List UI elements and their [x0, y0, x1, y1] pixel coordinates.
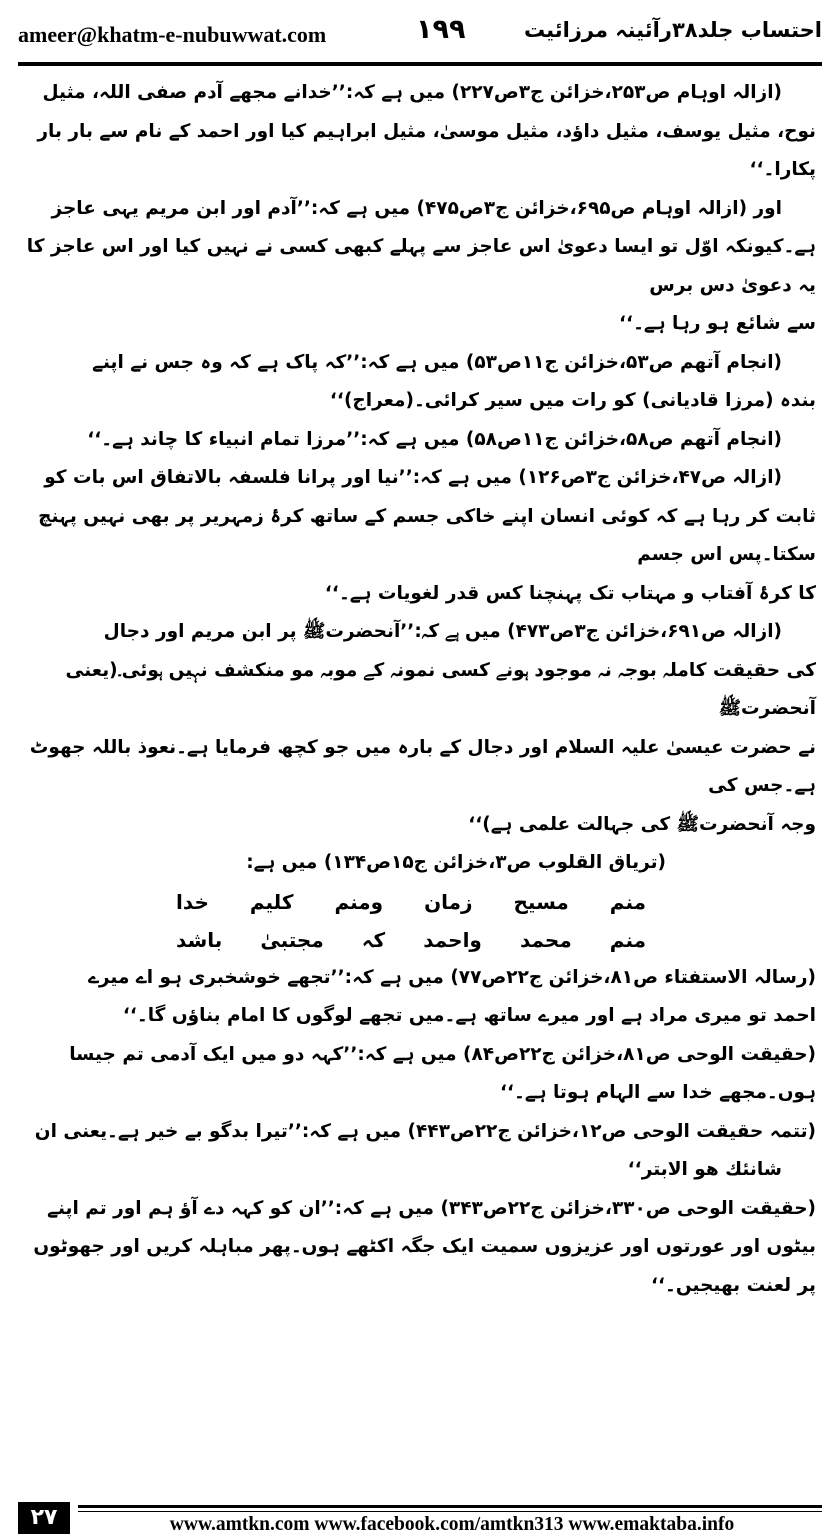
couplet-word: منم: [609, 889, 646, 914]
couplet-word: محمد: [519, 927, 572, 952]
couplet-line: [176, 883, 646, 921]
text-line: کا کرۂ آفتاب و مہتاب تک پہنچنا کس قدر لغویات ہے۔‘‘: [324, 582, 816, 604]
text-line: (تریاق القلوب ص۳،خزائن ج۱۵ص۱۳۴) میں ہے:: [246, 852, 666, 873]
couplet-word: واحمد: [423, 927, 482, 952]
text-line: (تتمہ حقیقت الوحی ص۱۲،خزائن ج۲۲ص۴۴۳) میں ہے کہ:’’تیرا بدگو بے خیر ہے۔یعنی ان: [34, 1120, 816, 1142]
text-line: احمد تو میری مراد ہے اور میرے ساتھ ہے۔میں تجھے لوگوں کا امام بناؤں گا۔‘‘: [122, 1005, 816, 1026]
couplet-line: [176, 921, 646, 959]
couplet-word: ومنم: [334, 889, 384, 914]
page-footer: [18, 1502, 822, 1534]
couplet-word: باشد: [176, 927, 223, 952]
header-book-title: احتساب جلد۳۸رآئینہ مرزائیت: [523, 18, 822, 42]
text-line: (ازالہ اوہام ص۲۵۳،خزائن ج۳ص۲۲۷) میں ہے کہ:’’خدانے مجھے آدم صفی اللہ، مثیل: [42, 82, 782, 103]
couplet-word: کہ: [361, 927, 386, 952]
text-line: ہوں۔مجھے خدا سے الہام ہوتا ہے۔‘‘: [499, 1082, 816, 1103]
page-header: [18, 14, 822, 54]
footer-rule: [78, 1505, 822, 1508]
couplet-word: مجتبیٰ: [260, 927, 324, 952]
text-line: کی حقیقت کاملہ بوجہ نہ موجود ہونے کسی نمونہ کے موبہ مو منکشف نہیں ہوئی۔(یعنی آنحضرتﷺ: [65, 659, 816, 719]
couplet-word: مسیح: [513, 889, 569, 914]
text-line: (انجام آتھم ص۵۳،خزائن ج۱۱ص۵۳) میں ہے کہ:’’کہ پاک ہے کہ وہ جس نے اپنے: [92, 351, 782, 373]
text-line: (رسالہ الاستفتاء ص۸۱،خزائن ج۲۲ص۷۷) میں ہے کہ:’’تجھے خوشخبری ہو اے میرے: [88, 966, 816, 988]
text-line: نوح، مثیل یوسف، مثیل داؤد، مثیل موسیٰ، مثیل ابراہیم کیا اور احمد کے نام سے بار بار پکارا۔‘‘: [37, 120, 816, 180]
footer-rule-thin: [78, 1511, 822, 1512]
persian-couplet: [176, 883, 646, 959]
couplet-word: کلیم: [249, 889, 294, 914]
couplet-word: زمان: [424, 889, 473, 914]
footer-links: www.amtkn.com www.facebook.com/amtkn313 www.emaktaba.info: [169, 1514, 735, 1535]
text-line: بندہ (مرزا قادیانی) کو رات میں سیر کرائی۔(معراج)‘‘: [329, 390, 816, 411]
text-line: وجہ آنحضرتﷺ کی جہالت علمی ہے)‘‘: [468, 813, 816, 835]
couplet-word: منم: [609, 927, 646, 952]
text-line: (انجام آتھم ص۵۸،خزائن ج۱۱ص۵۸) میں ہے کہ:’’مرزا تمام انبیاء کا چاند ہے۔‘‘: [87, 428, 782, 450]
text-line: (ازالہ ص۴۷،خزائن ج۳ص۱۲۶) میں ہے کہ:’’نیا اور پرانا فلسفہ بالاتفاق اس بات کو: [44, 467, 782, 488]
page-body: [24, 74, 816, 1305]
footer-page-number: ۲۷: [18, 1502, 70, 1534]
header-page-number: ۱۹۹: [416, 14, 466, 45]
text-line: (حقیقت الوحی ص۳۳۰،خزائن ج۲۲ص۳۴۳) میں ہے کہ:’’ان کو کہہ دے آؤ ہم اور تم اپنے: [47, 1197, 816, 1219]
text-line: سے شائع ہو رہا ہے۔‘‘: [619, 313, 816, 334]
text-line: نے حضرت عیسیٰ علیہ السلام اور دجال کے بارہ میں جو کچھ فرمایا ہے۔نعوذ باللہ جھوٹ ہے۔جس کی: [29, 736, 816, 796]
text-line: ہے۔کیونکہ اوّل تو ایسا دعویٰ اس عاجز سے پہلے کبھی کسی نے نہیں کیا اور اس عاجز کا یہ دعویٰ دس برس: [26, 236, 816, 296]
couplet-word: خدا: [176, 889, 209, 914]
text-line: اور (ازالہ اوہام ص۶۹۵،خزائن ج۳ص۴۷۵) میں ہے کہ:’’آدم اور ابن مریم یہی عاجز: [51, 197, 782, 219]
text-line: شانئك هو الابتر‘‘: [627, 1159, 782, 1180]
text-line: بیٹوں اور عورتوں اور عزیزوں سمیت ایک جگہ اکٹھے ہوں۔پھر مباہلہ کریں اور جھوٹوں پر لعنت بھیجیں۔‘‘: [33, 1236, 816, 1296]
text-line: ثابت کر رہا ہے کہ کوئی انسان اپنے خاکی جسم کے ساتھ کرۂ زمہریر پر بھی نہیں پہنچ سکتا۔پس اس جسم: [38, 505, 816, 565]
header-rule: [18, 62, 822, 66]
header-email: ameer@khatm-e-nubuwwat.com: [18, 22, 327, 47]
text-line: (ازالہ ص۶۹۱،خزائن ج۳ص۴۷۳) میں ہے کہ:’’آنحضرتﷺ پر ابن مریم اور دجال: [103, 621, 782, 642]
text-line: (حقیقت الوحی ص۸۱،خزائن ج۲۲ص۸۴) میں ہے کہ:’’کہہ دو میں ایک آدمی تم جیسا: [69, 1043, 816, 1065]
